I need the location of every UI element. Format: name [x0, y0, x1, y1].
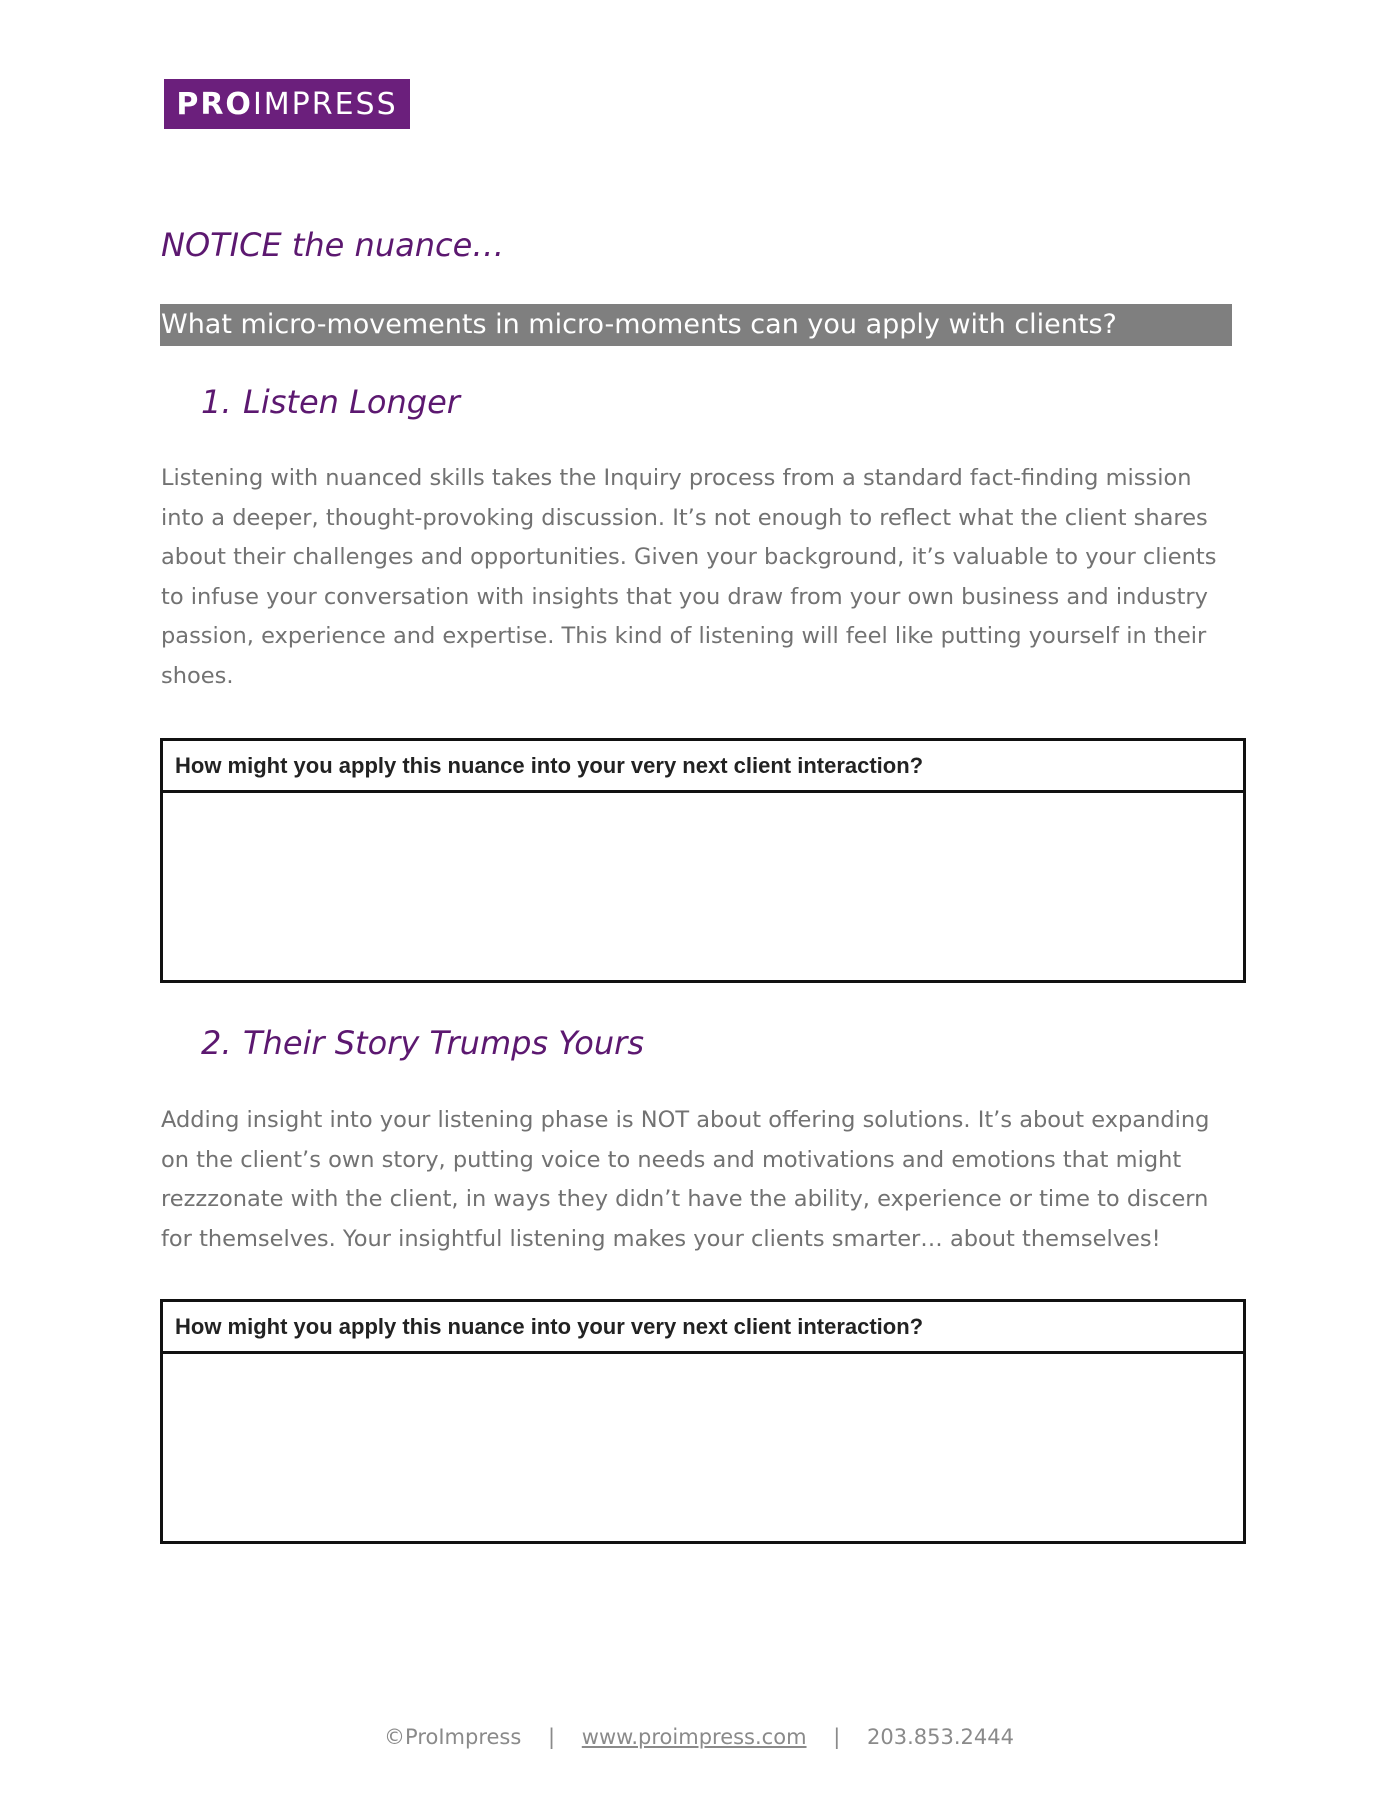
proimpress-logo [164, 79, 410, 129]
footer-separator: | [833, 1725, 841, 1749]
section-number: 2. [201, 1024, 232, 1062]
section-body-their-story: Adding insight into your listening phase is NOT about offering solutions. It’s about expanding on the client’s own story, putting voice to needs and motivations and emotions that might rezzzonate with the client, in ways they didn’t have the ability, experience or time to discern for themselves. Your insightful listening makes your clients smarter… about themselves! [161, 1107, 1210, 1252]
answer-prompt: How might you apply this nuance into your very next client interaction? [163, 741, 1243, 793]
answer-box-listen-longer [160, 738, 1246, 983]
answer-box-their-story [160, 1299, 1246, 1544]
logo-text-pro: PRO [176, 86, 253, 122]
section-body-listen-longer: Listening with nuanced skills takes the Inquiry process from a standard fact-finding mission into a deeper, thought-provoking discussion. It’s not enough to reflect what the client shares about their challenges and opportunities. Given your background, it’s valuable to your clients to infuse your conversation with insights that you draw from your own business and industry passion, experience and expertise. This kind of listening will feel like putting yourself in their shoes. [161, 465, 1217, 689]
logo-text-impress: IMPRESS [252, 86, 398, 122]
question-banner: What micro-movements in micro-moments can you apply with clients? [160, 304, 1232, 346]
section-title: Listen Longer [243, 383, 460, 421]
footer-website-link[interactable]: www.proimpress.com [581, 1725, 807, 1749]
footer-phone: 203.853.2444 [866, 1725, 1014, 1749]
section-heading-their-story [201, 1024, 644, 1062]
footer-copyright: ©ProImpress [384, 1725, 522, 1749]
answer-prompt: How might you apply this nuance into your very next client interaction? [163, 1302, 1243, 1354]
section-title: Their Story Trumps Yours [243, 1024, 644, 1062]
section-heading-listen-longer [201, 383, 460, 421]
answer-area[interactable] [163, 1354, 1243, 1542]
page-footer [0, 1725, 1398, 1749]
footer-separator: | [548, 1725, 556, 1749]
answer-area[interactable] [163, 793, 1243, 981]
page-title: NOTICE the nuance… [161, 226, 505, 264]
section-number: 1. [201, 383, 232, 421]
